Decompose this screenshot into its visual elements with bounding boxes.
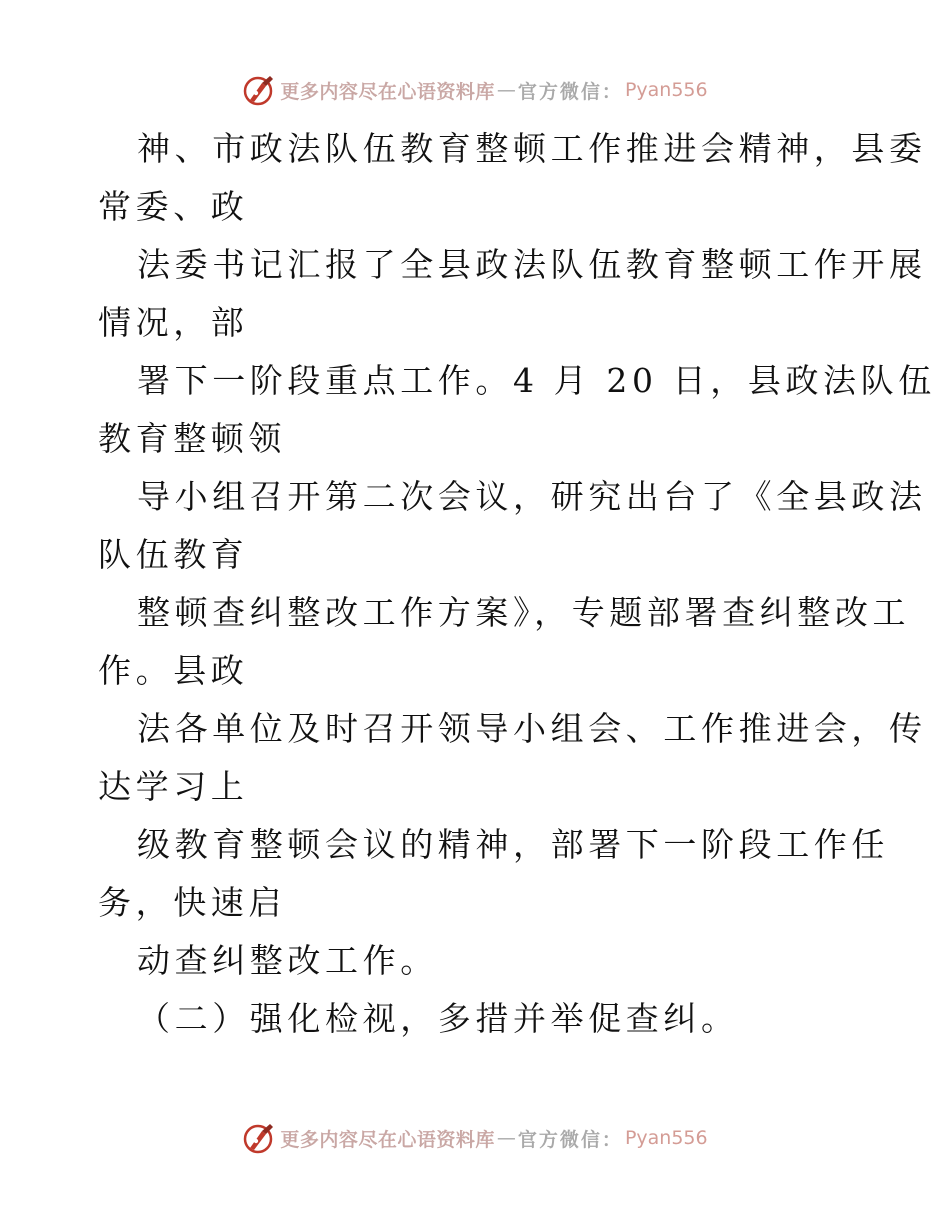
text-line: 级教育整顿会议的精神，部署下一阶段工作任 [137, 825, 889, 864]
watermark-main-text: 更多内容尽在心语资料库 [280, 80, 495, 103]
text-line: 常委、政 [98, 187, 249, 226]
watermark-separator: — [496, 1127, 516, 1149]
text-line: 法委书记汇报了全县政法队伍教育整顿工作开展 [137, 245, 927, 284]
section-heading: （二）强化检视，多措并举促查纠。 [137, 999, 739, 1038]
watermark-wechat-id: Pyan556 [624, 79, 708, 101]
text-line: 神、市政法队伍教育整顿工作推进会精神，县委 [137, 129, 927, 168]
pen-logo-icon [242, 1121, 276, 1155]
text-line: 教育整顿领 [98, 419, 286, 458]
text-line: 法各单位及时召开领导小组会、工作推进会，传 [137, 709, 927, 748]
text-line: 队伍教育 [98, 535, 249, 574]
watermark-wechat-label: 官方微信： [517, 80, 623, 103]
text-line: 整顿查纠整改工作方案》，专题部署查纠整改工 [137, 593, 911, 632]
text-line: 动查纠整改工作。 [137, 941, 438, 980]
text-line: 署下一阶段重点工作。4 月 20 日，县政法队伍 [137, 361, 936, 400]
text-line: 情况，部 [98, 303, 249, 342]
footer-watermark [0, 1118, 950, 1158]
text-line: 务，快速启 [98, 883, 286, 922]
text-line: 达学习上 [98, 767, 249, 806]
pen-logo-icon [242, 73, 276, 107]
watermark-main-text: 更多内容尽在心语资料库 [280, 1128, 495, 1151]
watermark-separator: — [496, 79, 516, 101]
text-line: 导小组召开第二次会议，研究出台了《全县政法 [137, 477, 927, 516]
text-line: 作。县政 [98, 651, 249, 690]
watermark-wechat-label: 官方微信： [517, 1128, 623, 1151]
watermark-wechat-id: Pyan556 [624, 1127, 708, 1149]
header-watermark [0, 70, 950, 110]
